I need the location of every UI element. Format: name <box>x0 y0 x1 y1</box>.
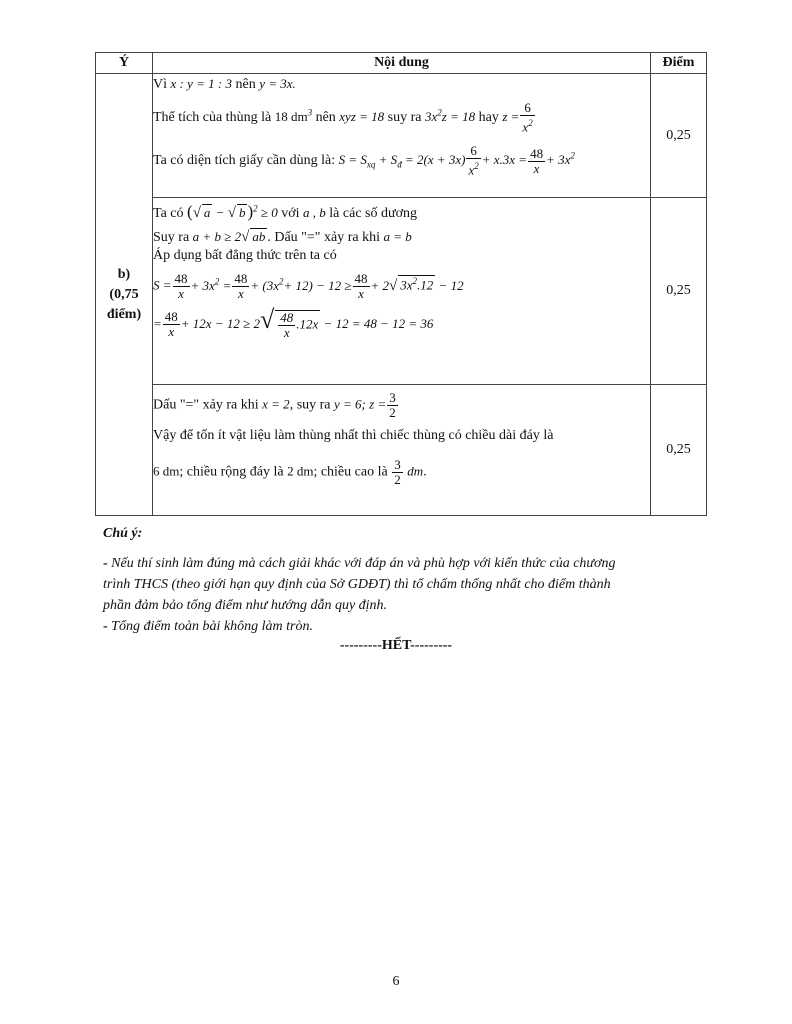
fraction: $\frac{48}{x}$ <box>174 271 188 301</box>
seg2-line2: Suy ra a + b ≥ 2√ ab . Dấu "=" xảy ra khi a = b <box>153 229 412 245</box>
seg2-line1: Ta có (√ a − √ b )$^2$ ≥ 0 với a , b là các số dương <box>153 202 417 221</box>
table-row <box>96 198 707 385</box>
part-points-line1: (0,75 <box>109 286 139 302</box>
header-content: Nội dung <box>153 53 651 74</box>
seg1-line2: Thể tích của thùng là 18 $dm^3$ nên xyz = 18 suy ra $3x^2z = 18$ hay z = $\frac{6}{x^2}$ <box>153 100 533 135</box>
seg2-line3: Áp dụng bất đẳng thức trên ta có <box>153 248 337 263</box>
table-row <box>96 385 707 516</box>
header-points: Điểm <box>651 53 707 74</box>
content-cell-1 <box>153 74 651 198</box>
note-title: Chú ý: <box>103 526 143 541</box>
seg1-line1: Vì x : y = 1 : 3 nên y = 3x. <box>153 76 296 92</box>
answer-table <box>95 52 707 516</box>
seg1-line3: Ta có diện tích giấy cần dùng là: $S = S_{xq} + S_đ = 2(x + 3x)$ $\frac{6}{x^2}$ + x.3x = $\frac{48}{x}$ + $3x^2$ <box>153 143 575 178</box>
end-marker: ---------HẾT--------- <box>339 638 453 653</box>
content-cell-2 <box>153 198 651 385</box>
seg3-line1: Dấu "=" xảy ra khi x = 2, suy ra y = 6; z = $\frac{3}{2}$ <box>153 390 396 420</box>
seg3-line2: Vậy để tốn ít vật liệu làm thùng nhất thì chiếc thùng có chiều dài đáy là <box>153 428 554 443</box>
seg2-line4: S = $\frac{48}{x}$ + $3x^2$ = $\frac{48}{x}$ + $(3x^2+ 12) - 12$ ≥ $\frac{48}{x}$ + 2√ $3x^2.12 - 12$ <box>153 271 464 301</box>
part-points-line2: điểm) <box>106 306 142 322</box>
fraction: $\frac{48}{x}$ <box>530 145 544 176</box>
table-row <box>96 74 707 198</box>
seg2-line5: = $\frac{48}{x}$ + 12x − 12 ≥ 2√ $\frac{48}{x}$ .12x − 12 = 48 − 12 = 36 <box>153 305 434 340</box>
note-body: - Nếu thí sinh làm đúng mà cách giải khác với đáp án và phù hợp với kiến thức của chương trình THCS (theo giới hạn quy định của Sở GDĐT) thì tổ chấm thống nhất cho điểm thành phần đảm bảo tổng điểm như hướng dẫn quy định. - Tổng điểm toàn bài không làm tròn. <box>103 556 616 634</box>
page-number: 6 <box>392 974 400 989</box>
points-cell-3: 0,25 <box>651 385 707 516</box>
fraction: $\frac{48}{x}$ <box>354 271 368 301</box>
content-cell-3 <box>153 385 651 516</box>
fraction: $\frac{3}{2}$ <box>389 390 396 420</box>
fraction: $\frac{3}{2}$ <box>394 457 401 487</box>
table-header-row <box>96 53 707 74</box>
part-label: b) <box>117 266 131 282</box>
seg3-line3: 6 dm; chiều rộng đáy là 2 dm; chiều cao là $\frac{3}{2}$ dm. <box>153 457 427 487</box>
fraction: $\frac{6}{x^2}$ <box>522 100 533 135</box>
fraction: $\frac{48}{x}$ <box>234 271 248 301</box>
fraction: $\frac{6}{x^2}$ <box>468 143 479 178</box>
points-cell-1: 0,25 <box>651 74 707 198</box>
header-y: Ý <box>96 53 153 74</box>
points-cell-2: 0,25 <box>651 198 707 385</box>
fraction: $\frac{48}{x}$ <box>164 309 178 340</box>
part-label-cell <box>96 74 153 516</box>
